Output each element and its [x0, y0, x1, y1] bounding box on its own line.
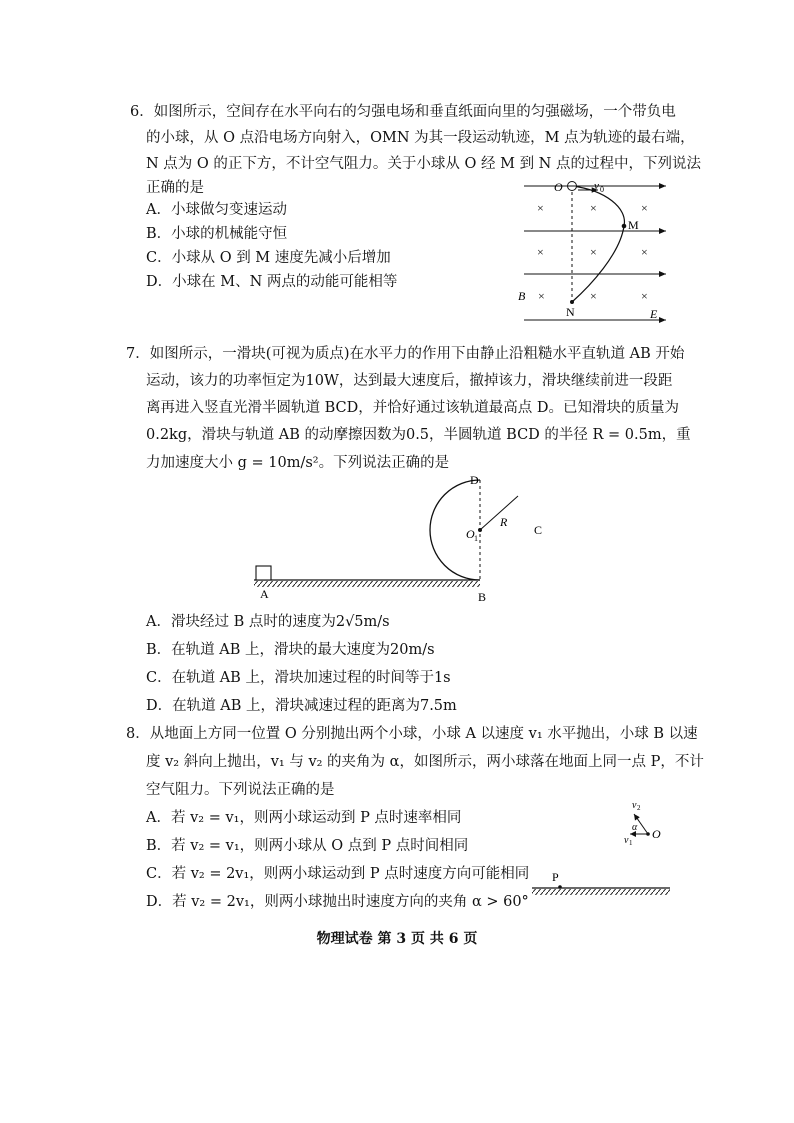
q6-option-c: C．小球从 O 到 M 速度先减小后增加 [146, 250, 391, 266]
point-m [622, 224, 627, 229]
q7-stem-line-3: 离再进入竖直光滑半圆轨道 BCD，并恰好通过该轨道最高点 D。已知滑块的质量为 [146, 400, 679, 416]
label-v1: v [624, 835, 629, 846]
label-o: O [652, 827, 661, 841]
q6-stem-line-3: N 点为 O 的正下方，不计空气阻力。关于小球从 O 经 M 到 N 点的过程中，下列说法 [146, 156, 701, 172]
label-o1: O [466, 527, 475, 541]
label-a: A [260, 587, 269, 601]
label-v0: v [594, 180, 599, 192]
q7-figure [240, 470, 560, 610]
label-v2: v [632, 800, 637, 811]
label-n: N [566, 305, 575, 319]
label-e: E [650, 307, 658, 321]
q7-option-c: C．在轨道 AB 上，滑块加速过程的时间等于1s [146, 670, 451, 686]
label-v1-sub: 1 [629, 839, 633, 847]
q7-option-b: B．在轨道 AB 上，滑块的最大速度为20m/s [146, 642, 435, 658]
label-r: R [500, 515, 508, 529]
q7-option-d: D．在轨道 AB 上，滑块减速过程的距离为7.5m [146, 698, 457, 714]
q6-stem-line-2: 的小球，从 O 点沿电场方向射入，OMN 为其一段运动轨迹，M 点为轨迹的最右端， [146, 130, 695, 146]
label-b: B [478, 590, 487, 604]
radius-line [480, 496, 518, 530]
q6-option-a: A．小球做匀变速运动 [146, 202, 287, 218]
q7-stem-line-2: 运动，该力的功率恒定为10W，达到最大速度后，撤掉该力，滑块继续前进一段距 [146, 373, 673, 389]
q6-stem-line-1: 6．如图所示，空间存在水平向右的匀强电场和垂直纸面向里的匀强磁场，一个带负电 [130, 104, 676, 120]
label-o1-sub: 1 [474, 534, 478, 543]
q7-stem-line-1: 7．如图所示，一滑块(可视为质点)在水平力的作用下由静止沿粗糙水平直轨道 AB 开始 [126, 346, 685, 362]
q7-stem-line-5: 力加速度大小 g = 10m/s²。下列说法正确的是 [146, 455, 450, 471]
trajectory-curve [572, 186, 624, 302]
label-c: C [534, 523, 543, 537]
label-p: P [552, 870, 559, 884]
center-o1 [478, 528, 482, 532]
point-p [558, 885, 562, 889]
label-m: M [628, 218, 639, 232]
q8-option-d: D．若 v₂ = 2v₁，则两小球抛出时速度方向的夹角 α > 60° [146, 894, 529, 910]
label-o: O [554, 180, 563, 194]
q6-stem-line-4: 正确的是 [146, 180, 204, 196]
cross-icon: × [641, 245, 648, 259]
cross-icon: × [590, 289, 597, 303]
cross-icon: × [590, 245, 597, 259]
q8-stem-line-1: 8．从地面上方同一位置 O 分别抛出两个小球，小球 A 以速度 v₁ 水平抛出，小球 B 以速 [126, 726, 698, 742]
q8-stem-line-3: 空气阻力。下列说法正确的是 [146, 782, 335, 798]
q8-stem-line-2: 度 v₂ 斜向上抛出，v₁ 与 v₂ 的夹角为 α，如图所示，两小球落在地面上同一点 P，不计 [146, 754, 704, 770]
label-d: D [470, 473, 479, 487]
cross-icon: × [590, 201, 597, 215]
label-b: B [518, 289, 526, 303]
cross-icon: × [538, 289, 545, 303]
q8-option-b: B．若 v₂ = v₁，则两小球从 O 点到 P 点时间相同 [146, 838, 469, 854]
cross-icon: × [537, 201, 544, 215]
label-alpha: α [632, 822, 638, 833]
cross-icon: × [641, 289, 648, 303]
page-footer: 物理试卷 第 3 页 共 6 页 [316, 931, 478, 947]
q7-option-a: A．滑块经过 B 点时的速度为2√5m/s [146, 614, 390, 630]
q6-figure [510, 176, 670, 326]
q8-figure [528, 796, 678, 901]
label-v0-sub: 0 [600, 185, 604, 194]
point-n [570, 300, 574, 304]
q8-option-c: C．若 v₂ = 2v₁，则两小球运动到 P 点时速度方向可能相同 [146, 866, 530, 882]
q6-option-d: D．小球在 M、N 两点的动能可能相等 [146, 274, 398, 290]
label-v2-sub: 2 [637, 804, 641, 812]
cross-icon: × [537, 245, 544, 259]
q7-stem-line-4: 0.2kg，滑块与轨道 AB 的动摩擦因数为0.5，半圆轨道 BCD 的半径 R = 0.5m，重 [146, 427, 691, 443]
slider-block [256, 566, 271, 580]
cross-icon: × [641, 201, 648, 215]
q8-option-a: A．若 v₂ = v₁，则两小球运动到 P 点时速率相同 [146, 810, 462, 826]
q6-option-b: B．小球的机械能守恒 [146, 226, 288, 242]
